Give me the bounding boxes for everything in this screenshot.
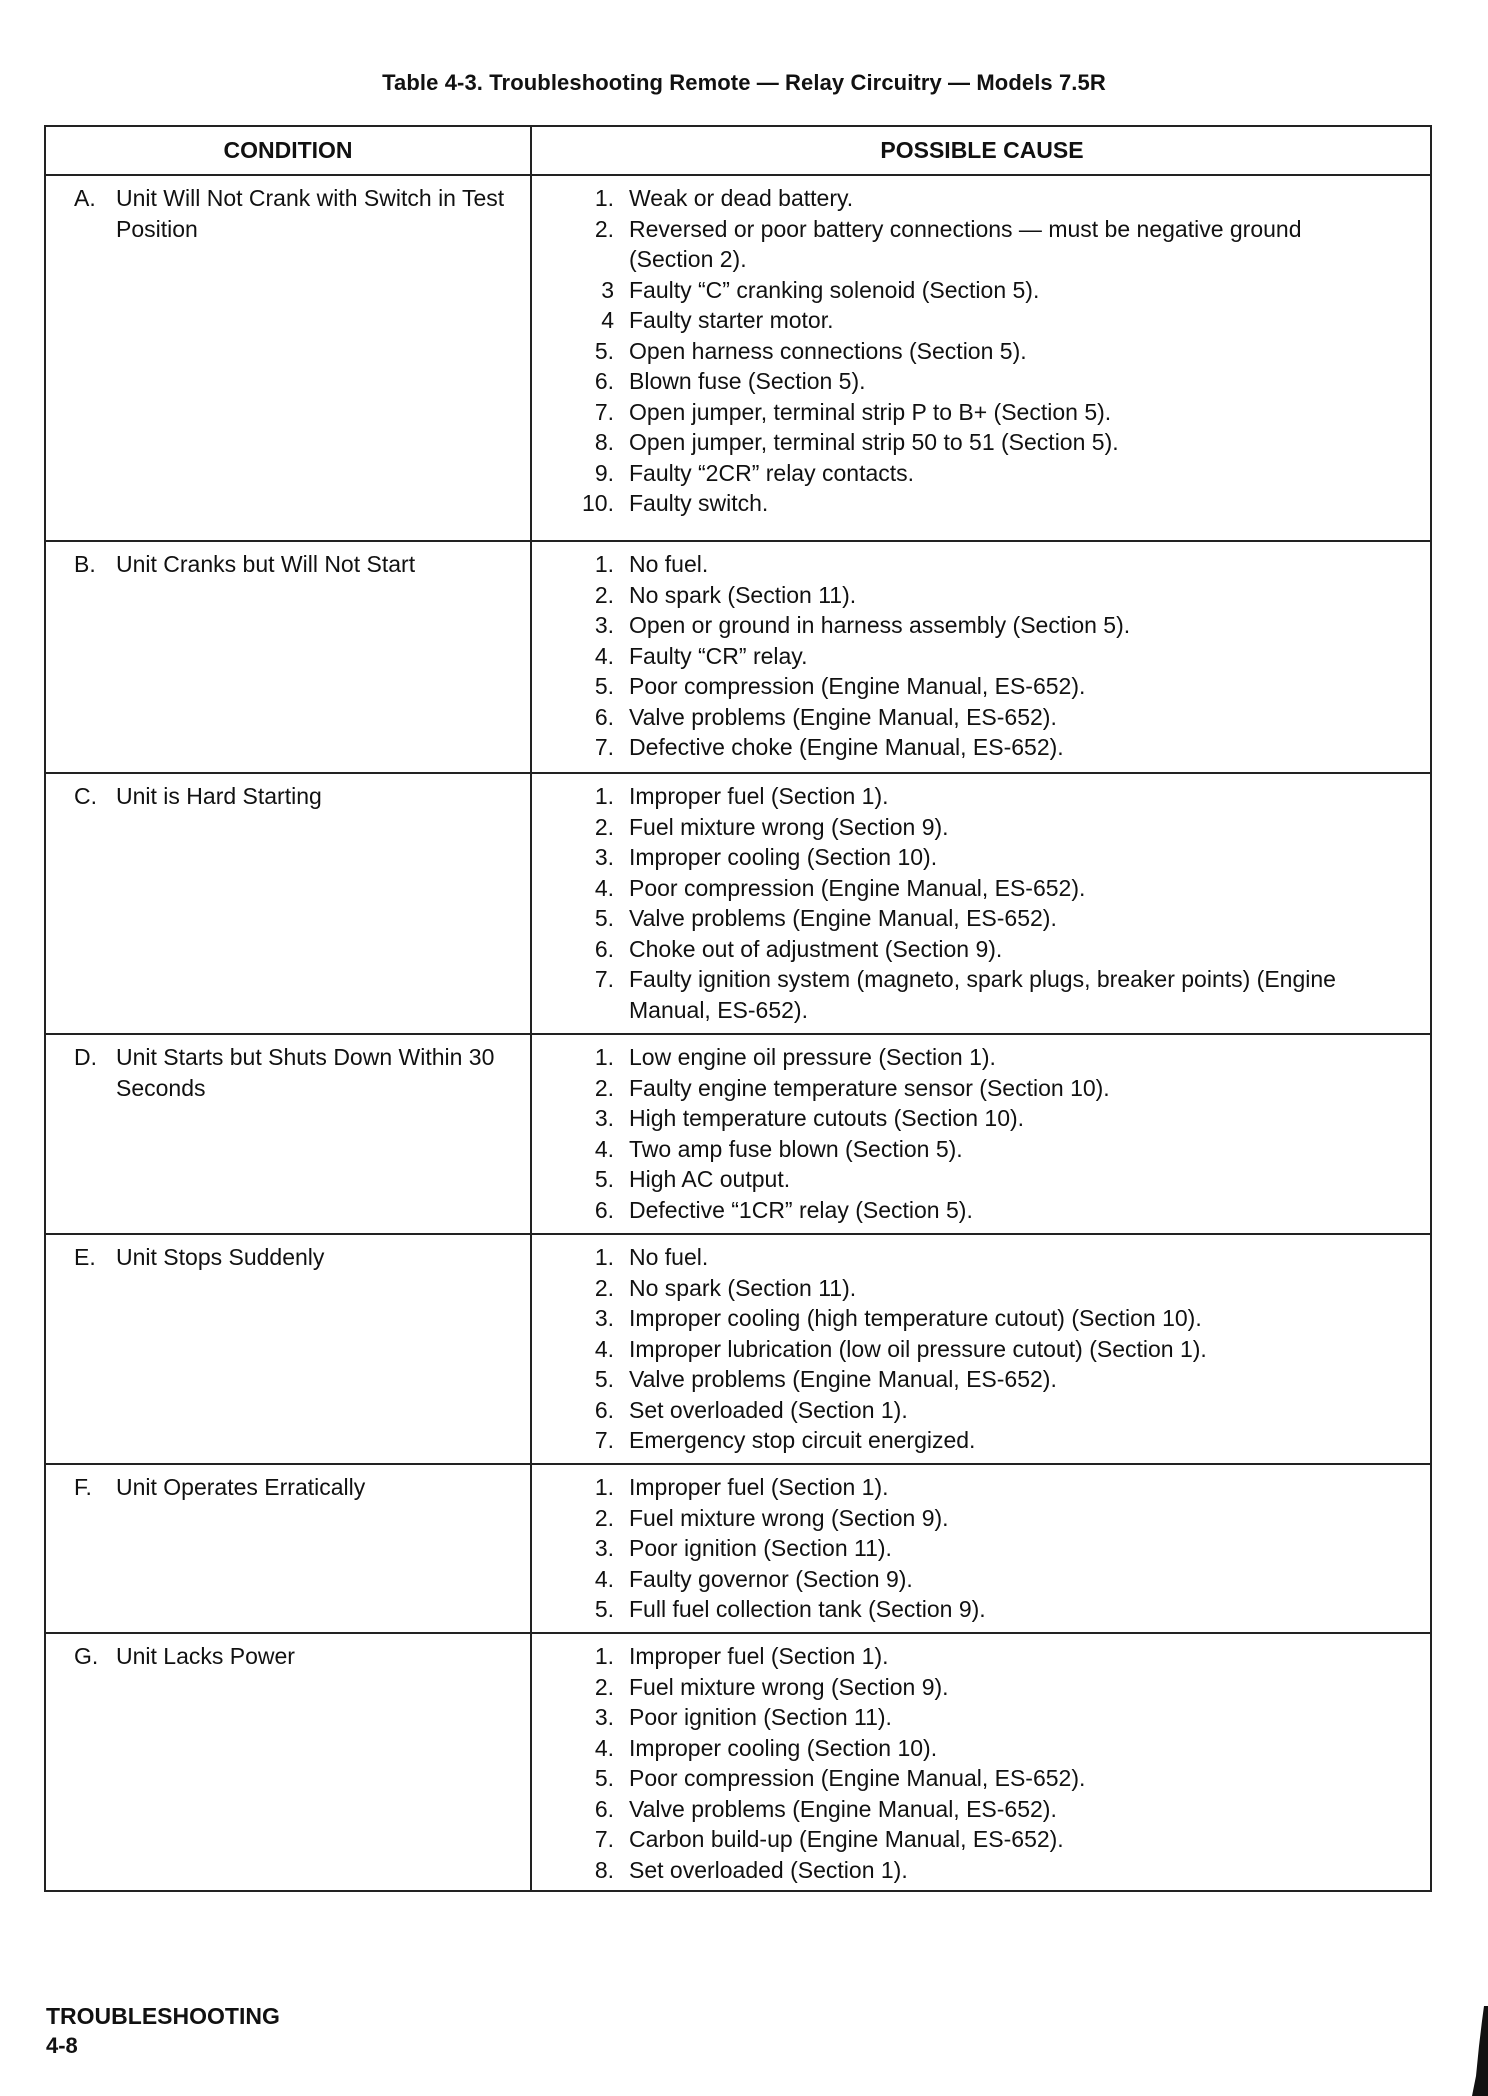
cause-item: 8. Open jumper, terminal strip 50 to 51 (Section 5).	[594, 429, 1119, 455]
cause-item: 2. Fuel mixture wrong (Section 9).	[594, 1673, 949, 1700]
cause-item: 5. Valve problems (Engine Manual, ES-652).	[594, 1366, 1057, 1392]
condition-text: Unit Lacks Power	[116, 1643, 295, 1669]
condition-letter: C.	[74, 783, 97, 809]
condition-letter: E.	[74, 1244, 96, 1270]
table-row-a	[46, 176, 1430, 540]
cause-item: 4. Poor compression (Engine Manual, ES-652).	[594, 874, 1086, 901]
table-row-g	[46, 1634, 1430, 1890]
cause-item: 5. Open harness connections (Section 5).	[594, 337, 1027, 364]
cause-item: 3. Improper cooling (Section 10).	[594, 844, 938, 870]
cause-item: 6. Valve problems (Engine Manual, ES-652).	[594, 1795, 1057, 1822]
cause-item: 3. High temperature cutouts (Section 10).	[594, 1105, 1025, 1131]
condition-text: Unit Operates Erratically	[116, 1474, 366, 1500]
cause-item: 1. No fuel.	[594, 1244, 709, 1270]
cause-list	[574, 1242, 1414, 1456]
cause-list	[574, 183, 1414, 519]
cause-item: 1. Weak or dead battery.	[594, 185, 854, 211]
header-possible-cause: POSSIBLE CAUSE	[880, 137, 1084, 163]
table-row-b	[46, 542, 1430, 772]
table-row-f	[46, 1465, 1430, 1632]
condition-text: Unit Starts but Shuts Down Within 30 Seconds	[116, 1044, 495, 1101]
cause-item: 6. Choke out of adjustment (Section 9).	[594, 935, 1003, 962]
condition-text: Unit Will Not Crank with Switch in Test Position	[116, 185, 505, 242]
cause-item: 5. High AC output.	[594, 1166, 791, 1192]
cause-item: 6. Valve problems (Engine Manual, ES-652).	[594, 703, 1057, 730]
cause-item: 1. No fuel.	[594, 551, 709, 577]
cause-item: 3. Poor ignition (Section 11).	[594, 1704, 892, 1730]
cause-item: 10. Faulty switch.	[582, 490, 769, 516]
cause-item: 6. Defective “1CR” relay (Section 5).	[594, 1196, 973, 1223]
cause-item: 1. Improper fuel (Section 1).	[594, 1643, 889, 1669]
cause-item: 6. Set overloaded (Section 1).	[594, 1396, 908, 1423]
cause-item: 4. Two amp fuse blown (Section 5).	[594, 1135, 963, 1162]
cause-list	[574, 1472, 1414, 1625]
cause-item: 5. Valve problems (Engine Manual, ES-652).	[594, 905, 1057, 931]
scan-edge-mark	[1464, 2006, 1488, 2096]
cause-item: 4. Faulty governor (Section 9).	[594, 1565, 913, 1592]
page-number: 4-8	[46, 2033, 78, 2058]
table-title: Table 4-3. Troubleshooting Remote — Relay Circuitry — Models 7.5R	[382, 70, 1106, 95]
condition-letter: F.	[74, 1474, 92, 1500]
condition-letter: D.	[74, 1044, 97, 1070]
cause-item: 1. Improper fuel (Section 1).	[594, 1474, 889, 1500]
cause-item: 2. Faulty engine temperature sensor (Section 10).	[594, 1074, 1110, 1101]
troubleshooting-table	[44, 125, 1432, 1892]
cause-list	[574, 1042, 1414, 1225]
cause-item: 2. Reversed or poor battery connections — must be negative ground (Section 2).	[594, 215, 1302, 272]
cause-item: 7. Emergency stop circuit energized.	[594, 1427, 976, 1453]
cause-item: 7. Carbon build-up (Engine Manual, ES-652).	[594, 1826, 1064, 1852]
cause-item: 1. Improper fuel (Section 1).	[594, 783, 889, 809]
cause-item: 5. Poor compression (Engine Manual, ES-652).	[594, 673, 1086, 699]
cause-item: 3. Open or ground in harness assembly (Section 5).	[594, 612, 1131, 638]
cause-item: 4. Improper cooling (Section 10).	[594, 1734, 938, 1761]
table-row-c	[46, 774, 1430, 1033]
table-row-d	[46, 1035, 1430, 1233]
condition-letter: G.	[74, 1643, 99, 1669]
cause-item: 7. Open jumper, terminal strip P to B+ (Section 5).	[594, 398, 1112, 425]
footer-section-title: TROUBLESHOOTING	[46, 2003, 280, 2029]
cause-item: 4. Improper lubrication (low oil pressure cutout) (Section 1).	[594, 1335, 1207, 1362]
cause-item: 3 Faulty “C” cranking solenoid (Section 5).	[601, 276, 1040, 303]
cause-item: 2. Fuel mixture wrong (Section 9).	[594, 1504, 949, 1531]
cause-list	[574, 549, 1414, 763]
cause-item: 8. Set overloaded (Section 1).	[594, 1856, 908, 1883]
cause-item: 7. Faulty ignition system (magneto, spark plugs, breaker points) (Engine Manual, ES-652).	[594, 966, 1336, 1023]
cause-item: 9. Faulty “2CR” relay contacts.	[594, 459, 915, 486]
cause-item: 3. Poor ignition (Section 11).	[594, 1535, 892, 1561]
cause-item: 2. No spark (Section 11).	[594, 581, 857, 608]
header-condition: CONDITION	[223, 137, 353, 163]
cause-item: 7. Defective choke (Engine Manual, ES-652).	[594, 734, 1064, 760]
table-row-e	[46, 1235, 1430, 1463]
condition-letter: A.	[74, 185, 96, 211]
condition-letter: B.	[74, 551, 96, 577]
cause-list	[574, 1641, 1414, 1885]
cause-item: 1. Low engine oil pressure (Section 1).	[594, 1044, 996, 1070]
cause-item: 6. Blown fuse (Section 5).	[594, 368, 866, 394]
cause-item: 3. Improper cooling (high temperature cutout) (Section 10).	[594, 1305, 1202, 1331]
condition-text: Unit Cranks but Will Not Start	[116, 551, 416, 577]
cause-list	[574, 781, 1414, 1025]
condition-text: Unit is Hard Starting	[116, 783, 322, 809]
cause-item: 4. Faulty “CR” relay.	[594, 642, 808, 669]
cause-item: 4 Faulty starter motor.	[601, 307, 834, 333]
cause-item: 2. No spark (Section 11).	[594, 1274, 857, 1301]
condition-text: Unit Stops Suddenly	[116, 1244, 325, 1270]
cause-item: 5. Full fuel collection tank (Section 9).	[594, 1596, 986, 1622]
cause-item: 2. Fuel mixture wrong (Section 9).	[594, 813, 949, 840]
cause-item: 5. Poor compression (Engine Manual, ES-652).	[594, 1765, 1086, 1791]
